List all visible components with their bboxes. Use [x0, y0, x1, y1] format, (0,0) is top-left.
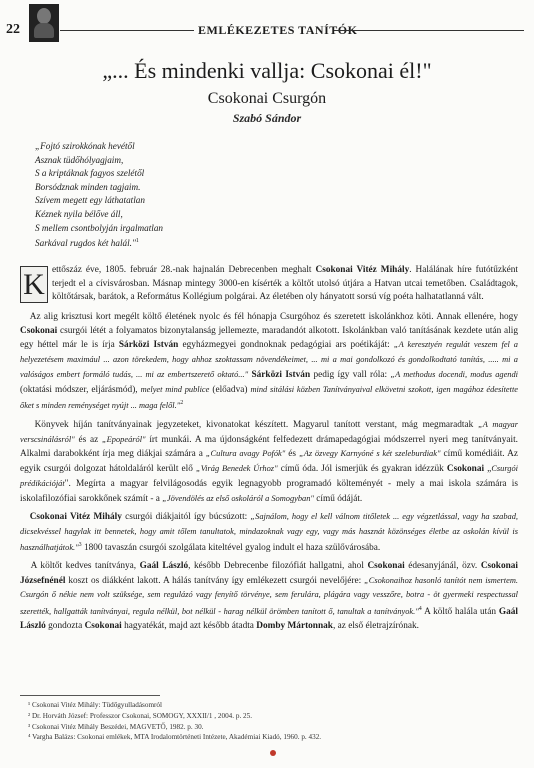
header-rule-right: [334, 30, 524, 31]
footnote-divider: [20, 695, 160, 696]
paragraph-5: A költőt kedves tanítványa, Gaál László, később Debrecenbe filozófiát hallgatni, ahol Csokonai édesanyjánál, özv. Csokonai Józsefnénél koszt os diákként lakott. A hálás tanítvány így emlékezett csurgói nevelőjére: „Csokonaihoz hasonló tanítót nem ismertem. Csurgón ő nékie nem volt szüksége, sem regulázó vagy fenyítő törvénye, sem ferulára, plágára vagy vesszőre, botra - öt gyermeki respectussal szerették, hallgatták tanítványai, regula nélkül, bot nélkül - harag nélkül örömben tanított ő, tanultak a tanítványok."$^4$ A költő halála után Gaál László gondozta Csokonai hagyatékát, majd azt később átadta Domby Mártonnak, az első életrajzírónak.: [20, 561, 519, 631]
poem-line: Asznak tüdőhólyagjaim,: [35, 154, 124, 165]
red-dot-mark: [270, 750, 276, 756]
article-author: Szabó Sándor: [232, 111, 302, 125]
footnote-ref: 3: [78, 542, 82, 549]
paragraph-2: Az alig krisztusi kort megélt költő életének nyolc és fél hónapja Csurgóhoz és szeretett iskolánkhoz köti. Annak ellenére, hogy Csokonai csurgói létét a folyamatos bizonytalanság jellemezte, maradandót alkotott. Iskolánkban való tanításának kezdete után alig egy héttel már le is írja Sárközi István egyházmegyei gondnoknak pedagógiai ars poétikáját: „A keresztyén regulát veszem fel a helyezetésem maximául ... azon törekedem, hogy ahhoz szoktassam növendékeimet, ... mi a mai gondolkozó és gondolkodtató tanítás, ..... mi a valóságos embert formáló tudás, ... mi az embertszerető oktató..." Sárközi István pedig így vall róla: „A methodus docendi, modus agendi (oktatási módszer, eljárásmód), melyet mind publice (előadva) mind sitálási közben Tanítványaival elkövetni szokott, igen magához édesítette őket s minden reménységet nyújt ... maga felől."$^2$: [20, 312, 519, 411]
paragraph-3: Könyvek híján tanítványainak jegyzeteket, kivonatokat készített. Magyarul tanított verstant, mág megmaradtak „A magyar verscsinálásról" és az „Epopeáról" írt munkái. A ma újdonságként felfedezett drámapedagógiai módszerrel nyeri meg tanítványait. Alkalmi darabokként írja meg diákjai számára a „Cultura avagy Pofók" és „Az özvegy Karnyóné s két szeleburdiak" című komédiáit. Az egyik csurgói dolgozat hátoldaláról került elő „Virág Benedek Úrhoz" című óda. Jól ismerjük és gyakran idézzük Csokonai „Csurgói prédikációját". Megírta a magyar felvilágosodás egyik legnagyobb programadó költeményét - mely a mai iskola számára is iskolafilozófiai sarokkőnek számít - a „Jövendölés az első oskoláról a Somogyban" című ódáját.: [20, 420, 518, 504]
header-rule-left: [60, 30, 194, 31]
footnote-ref: 4: [418, 606, 422, 613]
poem-quote: [35, 140, 163, 251]
poem-line: S mellem csontbolyján irgalmatlan: [35, 222, 164, 233]
article-subtitle: Csokonai Csurgón: [207, 90, 327, 107]
footnote: ³ Csokonai Vitéz Mihály Beszédei, MAGVETŐ, 1982. p. 30.: [28, 722, 204, 731]
page-number: 22: [6, 22, 20, 37]
footnotes: [28, 700, 321, 743]
paragraph-1: K ettőszáz éve, 1805. február 28.-nak hajnalán Debrecenben meghalt Csokonai Vitéz Mihály. Halálának híre futótűzként terjedt el a cívisvárosban. Másnap mintegy 3000-en kísérték a költőt utolsó útjára a Hatvan utcai temetőben. Családtagok, költőtársak, barátok, a Református Kollégium polgárai. Az életében oly hányatott sorsú víg poéta halhatatlanná vált.: [20, 264, 518, 305]
poem-line: Szívem megett egy láthatatlan: [35, 195, 145, 206]
poem-line: Kéznek nyila bélőve áll,: [35, 208, 123, 219]
poem-line: Sarkával rugdos két halál."$^1$: [35, 238, 139, 249]
section-title: EMLÉKEZETES TANÍTÓK: [198, 23, 358, 37]
poem-line: Borsódznak minden tagjaim.: [35, 181, 141, 192]
footnote: ² Dr. Horváth József: Professzor Csokonai, SOMOGY, XXXII/1 , 2004. p. 25.: [28, 711, 253, 720]
poem-line: „Fojtó szirokkónak hevétől: [35, 141, 135, 151]
article-title: „... És mindenki vallja: Csokonai él!": [102, 58, 432, 83]
footnote: ¹ Csokonai Vitéz Mihály: Tüdőgyulladásomról: [28, 701, 163, 709]
drop-cap: K: [20, 266, 48, 303]
portrait-icon: [29, 4, 59, 42]
footnote-ref: 2: [180, 400, 184, 407]
poem-line: S a kriptáknak fagyos szelétől: [35, 168, 145, 179]
footnote-ref: 1: [135, 238, 139, 245]
footnote: ⁴ Vargha Balázs: Csokonai emlékek, MTA Irodalomtörténeti Intézete, Akadémiai Kiadó, 1960. p. 432.: [28, 733, 322, 742]
paragraph-4: Csokonai Vitéz Mihály csurgói diákjaitól így búcsúzott: „Sajnálom, hogy el kell válnom titőletek ... egy végzetlással, vagy ha szabad, dicsekvéssel hagylak itt bennetek, hogy amit tőlem tanultatok, mindazoknak vagy egy, vagy más hasznát közönséges életbe az oskolán kívül is használhatjátok."$^3$ 1800 tavaszán csurgói szolgálata kiteltével gyalog indult el haza szülővárosába.: [20, 512, 518, 554]
